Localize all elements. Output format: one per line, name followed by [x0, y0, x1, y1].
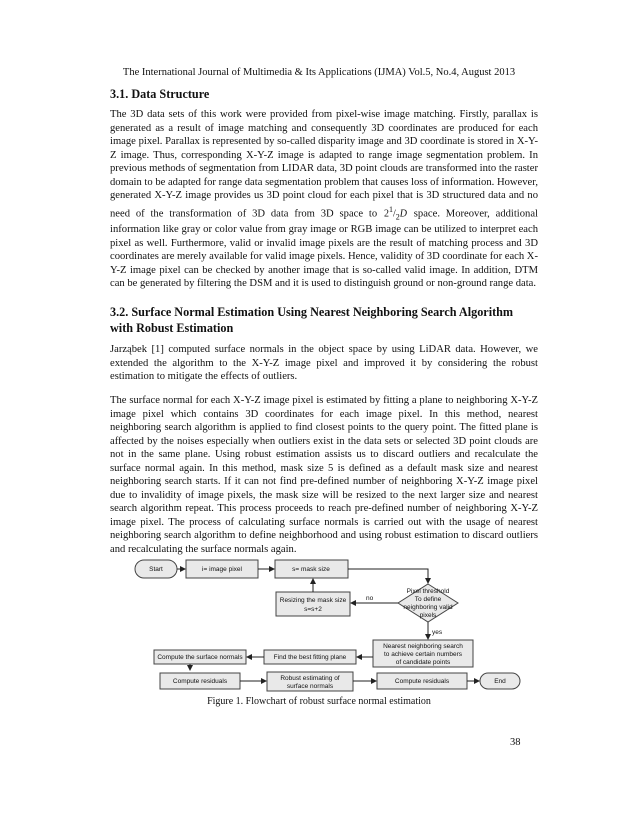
flow-nns-label-1: Nearest neighboring search — [383, 643, 463, 650]
flow-resize-label-1: Resizing the mask size — [279, 597, 347, 604]
flow-end-label: End — [494, 678, 506, 685]
section-title-surface-normal: 3.2. Surface Normal Estimation Using Nearest Neighboring Search Algorithm with Robust Estimation — [110, 305, 514, 335]
flowchart — [130, 555, 530, 683]
figure-caption: Figure 1. Flowchart of robust surface normal estimation — [207, 696, 431, 707]
paragraph-data-structure — [110, 108, 538, 291]
flow-robust-label-1: Robust estimating of — [280, 675, 340, 682]
flow-decision-label-4: pixels — [419, 612, 437, 619]
section-title-data-structure: 3.1. Data Structure — [110, 87, 210, 101]
flow-image-pixel-label: i= image pixel — [202, 566, 242, 573]
page-number: 38 — [510, 737, 521, 748]
flow-robust-label-2: surface normals — [286, 683, 334, 690]
flow-resize-label-2: s=s+2 — [304, 606, 322, 613]
flow-nns-label-2: to achieve certain numbers — [383, 651, 463, 658]
flowchart-bottom-row — [130, 671, 530, 693]
fraction-dimension: $2^1/_2D$ — [383, 204, 407, 221]
flow-residuals-left-label: Compute residuals — [172, 678, 228, 685]
flow-mask-size-label: s= mask size — [292, 566, 330, 573]
paragraph-data-structure-a: The 3D data sets of this work were provided from pixel-wise image matching. Firstly, parallax is generated as a result of image matching and consequently 3D coordinates are produced for each image pixel. Parallax is represented by so-called disparity image and 3D coordinate is stored in X-Y-Z image. Thus, corresponding X-Y-Z image is adapted to range image segmentation problem. In previous methods of segmentation from LIDAR data, 3D point clouds are transformed into the raster domain to be adapted for range data segmentation problem that causes loss of information. However, generated X-Y-Z image provides us 3D point cloud for each pixel that is 3D structured data and no need of the transformation of 3D data from 3D space to — [110, 109, 538, 219]
paragraph-surface-normal: The surface normal for each X-Y-Z image pixel is estimated by fitting a plane to neighboring X-Y-Z image pixel which contains 3D coordinates for each image pixel. In this method, nearest neighboring search algorithm is applied to find closest points to the query point. The fitted plane is affected by the noises especially when outliers exist in the data sets or selected 3D point clouds are not in the same plane. Using robust estimation assists us to discard outliers and recalculate the surface normal again. In this method, mask size 5 is defined as a default mask size and nearest neighboring search starts. If it can not find pre-defined number of neighboring X-Y-Z image pixel due to invalidity of image pixels, the mask size will be resized to the next larger size and nearest search algorithm repeat. This process proceeds to reach pre-defined number of neighboring X-Y-Z image pixel. The process of calculating surface normals is carried out with the usage of nearest neighboring search algorithm to define neighborhood and using robust estimation to discard outliers and recalculating the surface normals again. — [110, 395, 538, 555]
flow-no-label: no — [366, 595, 374, 602]
journal-header: The International Journal of Multimedia & Its Applications (IJMA) Vol.5, No.4, August 2013 — [122, 67, 516, 78]
flow-nns-label-3: of candidate points — [395, 659, 451, 666]
flow-decision-label-1: Pixel threshold — [406, 588, 450, 595]
flow-decision-label-2: To define — [414, 596, 442, 603]
flow-fit-plane-label: Find the best fitting plane — [273, 654, 347, 661]
flow-compute-normals-label: Compute the surface normals — [157, 654, 243, 661]
paragraph-data-structure-b: space. Moreover, additional information like gray or color value from gray image or RGB image can be utilized to interpret each pixel as well. Furthermore, valid or invalid image pixels are the result of matching process and 3D coordinates are merely available for valid image pixels. Hence, validity of 3D coordinate for each X-Y-Z image pixel can be checked by another image that is so-called valid image. In addition, DTM can be generated by filtering the DSM and it is used to distinguish ground or non-ground range data. — [110, 207, 538, 290]
paragraph-jarzabek: Jarząbek [1] computed surface normals in the object space by using LiDAR data. However, we extended the algorithm to the X-Y-Z image pixel and improved it by considering the robust estimation to mitigate the effects of outliers. — [110, 344, 538, 382]
flow-start-label: Start — [149, 566, 163, 573]
flow-yes-label: yes — [432, 629, 443, 636]
flow-residuals-right-label: Compute residuals — [394, 678, 450, 685]
flow-decision-label-3: neighboring valid — [403, 604, 453, 611]
